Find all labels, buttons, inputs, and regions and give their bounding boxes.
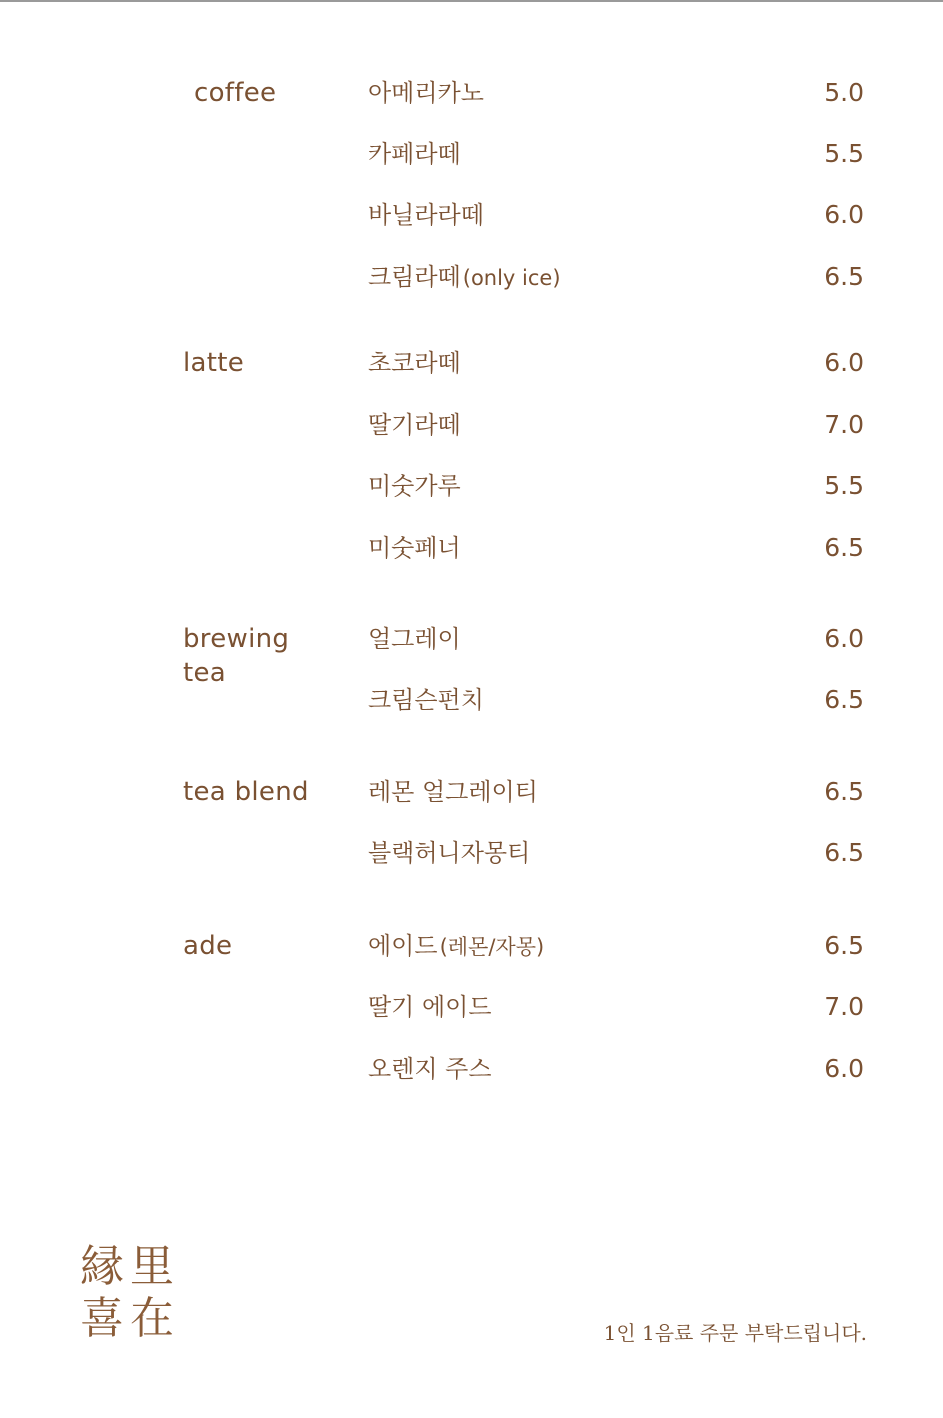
menu-item xyxy=(0,76,943,116)
menu-item xyxy=(0,990,943,1030)
menu-item xyxy=(0,408,943,448)
item-price: 6.5 xyxy=(824,931,864,960)
menu-item xyxy=(0,1052,943,1092)
menu-item xyxy=(0,836,943,876)
menu-item xyxy=(0,531,943,571)
item-name: 딸기 에이드 xyxy=(368,993,492,1021)
item-price: 6.5 xyxy=(824,262,864,291)
item-price: 6.0 xyxy=(824,348,864,377)
item-price: 5.0 xyxy=(824,78,864,107)
menu-item xyxy=(0,469,943,509)
item-price: 7.0 xyxy=(824,992,864,1021)
item-note: (레몬/자몽) xyxy=(439,935,545,959)
item-name: 바닐라라떼 xyxy=(368,201,484,229)
menu-item xyxy=(0,260,943,300)
item-name: 레몬 얼그레이티 xyxy=(368,778,538,806)
category-label: brewing tea xyxy=(183,624,290,688)
category-label: latte xyxy=(183,348,245,378)
menu-item xyxy=(0,683,943,723)
item-price: 5.5 xyxy=(824,471,864,500)
item-name: 크림슨펀치 xyxy=(368,686,484,714)
item-price: 6.5 xyxy=(824,777,864,806)
menu-item xyxy=(0,622,943,662)
item-name: 미숫가루 xyxy=(368,472,461,500)
item-price: 6.5 xyxy=(824,685,864,714)
item-name: 미숫페너 xyxy=(368,534,461,562)
category-label: tea blend xyxy=(183,777,309,807)
item-price: 6.0 xyxy=(824,200,864,229)
item-name: 초코라떼 xyxy=(368,349,461,377)
item-price: 7.0 xyxy=(824,410,864,439)
item-price: 6.0 xyxy=(824,1054,864,1083)
item-price: 5.5 xyxy=(824,139,864,168)
cafe-logo xyxy=(77,1242,181,1346)
menu-item xyxy=(0,137,943,177)
menu-item xyxy=(0,929,943,969)
menu-item xyxy=(0,346,943,386)
item-price: 6.5 xyxy=(824,533,864,562)
item-name: 크림라떼(only ice) xyxy=(368,263,561,291)
item-name: 아메리카노 xyxy=(368,79,484,107)
top-border xyxy=(0,0,943,2)
logo-char: 在 xyxy=(130,1293,174,1344)
item-name: 딸기라떼 xyxy=(368,411,461,439)
item-price: 6.5 xyxy=(824,838,864,867)
item-name: 얼그레이 xyxy=(368,625,461,653)
item-note: (only ice) xyxy=(462,266,561,290)
category-label: ade xyxy=(183,931,233,961)
logo-char: 里 xyxy=(130,1241,174,1292)
item-name: 에이드(레몬/자몽) xyxy=(368,932,545,960)
logo-char: 縁 xyxy=(80,1241,124,1292)
item-name: 카페라떼 xyxy=(368,140,461,168)
item-price: 6.0 xyxy=(824,624,864,653)
menu-item xyxy=(0,775,943,815)
item-name: 오렌지 주스 xyxy=(368,1055,492,1083)
item-name: 블랙허니자몽티 xyxy=(368,839,531,867)
menu-item xyxy=(0,198,943,238)
category-label: coffee xyxy=(194,78,277,108)
logo-char: 喜 xyxy=(80,1293,124,1344)
order-notice: 1인 1음료 주문 부탁드립니다. xyxy=(603,1321,867,1345)
